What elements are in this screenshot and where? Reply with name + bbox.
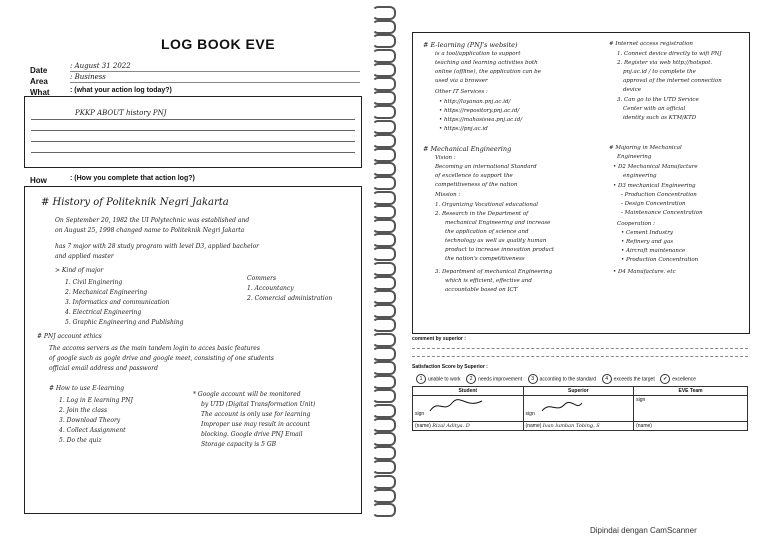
note-line: • D3 mechanical Engineering (613, 183, 696, 189)
col-superior: Superior (523, 387, 634, 396)
spiral-ring (372, 134, 396, 148)
note-line: used via a browser (435, 78, 488, 84)
kind-title: > Kind of major (55, 267, 104, 274)
url-item: • https://repository.pnj.ac.id/ (439, 108, 520, 114)
student-name: Rizal Aditya. D (432, 423, 470, 429)
score-circle-3[interactable]: 3 (528, 374, 538, 384)
major-item: 3. Informatics and communication (65, 299, 170, 306)
spiral-ring (372, 389, 396, 403)
howto-item: 2. Join the class (59, 407, 108, 414)
log-page-left (18, 0, 366, 520)
superior-name-cell (523, 422, 634, 431)
note-line: Mission : (435, 192, 461, 198)
area-value: : Business (70, 73, 360, 83)
history-heading: # History of Politeknik Negri Jakarta (41, 197, 229, 208)
how-label: How (30, 176, 47, 185)
spiral-ring (372, 49, 396, 63)
history-line: has 7 major with 28 study program with level D3, applied bachelor (55, 243, 260, 250)
note-line: Cooperation : (617, 221, 655, 227)
note-line: device (623, 87, 641, 93)
name-label: (name) (525, 423, 542, 429)
note-line: • Cement Industry (621, 230, 673, 236)
sign-label: sign (636, 397, 646, 403)
score-circle-5[interactable]: ✓ (660, 374, 670, 384)
student-sign-cell (413, 396, 524, 422)
note-line: • D4 Manufacture. etc (613, 269, 676, 275)
date-value: : August 31 2022 (70, 62, 360, 72)
history-line: on August 25, 1998 changed name to Politeknik Negri Jakarta (55, 227, 245, 234)
spiral-ring (372, 361, 396, 375)
note-line: • Aircraft maintenance (621, 248, 686, 254)
spiral-ring (372, 6, 396, 20)
note-line: Other IT Services : (435, 89, 488, 95)
note-line: Vision : (435, 155, 456, 161)
note-line: - Design Concentration (621, 201, 686, 207)
note-line: pnj.ac.id / to complete the (623, 69, 696, 75)
note-line: accountable based on ICT (445, 287, 518, 293)
spiral-ring (372, 105, 396, 119)
note-line: Center with an official (623, 106, 686, 112)
score-option: exceeds the target (613, 376, 655, 383)
area-label: Area (30, 77, 48, 86)
note-line: technology as well as quality human (445, 238, 547, 244)
history-line: and applied master (55, 253, 114, 260)
note-line: mechanical Engineering and increase (445, 220, 551, 226)
howto-item: 3. Download Theory (59, 417, 121, 424)
score-circle-1[interactable]: 1 (416, 374, 426, 384)
note-line: # Majoring in Mechanical (609, 145, 682, 151)
score-option: according to the standard (539, 376, 597, 383)
spiral-ring (372, 262, 396, 276)
rule (31, 130, 355, 131)
spiral-ring (372, 176, 396, 190)
google-line: Storage capacity is 5 GB (201, 441, 277, 448)
spiral-ring (372, 290, 396, 304)
major-item: 4. Electrical Engineering (65, 309, 142, 316)
spiral-ring (372, 148, 396, 162)
note-line: the nation's competitiveness (445, 256, 525, 262)
student-signature (426, 397, 486, 415)
log-title: LOG BOOK EVE (160, 36, 276, 52)
google-line: Improper use may result in account (201, 421, 310, 428)
note-line: identity such as KTM/KTD (623, 115, 697, 121)
eve-sign-cell (634, 396, 748, 422)
spiral-ring (372, 418, 396, 432)
spiral-ring (372, 219, 396, 233)
what-label: What (30, 88, 50, 97)
how-prompt: : (How you complete that action log?) (70, 175, 195, 182)
note-line: # Mechanical Engineering (423, 145, 512, 153)
spiral-ring (372, 77, 396, 91)
commers-item: 2. Comercial administration (247, 295, 333, 302)
major-item: 5. Graphic Engineering and Publishing (65, 319, 184, 326)
spiral-ring (372, 503, 396, 517)
how-box (24, 186, 362, 514)
note-line: teaching and learning activities both (435, 60, 538, 66)
ethics-title: # PNJ account ethics (37, 333, 102, 340)
camscanner-footer: Dipindai dengan CamScanner (590, 526, 697, 535)
comment-rule (412, 348, 748, 349)
url-item: • https://mahasiswa.pnj.ac.id/ (439, 117, 523, 123)
log-page-right (400, 0, 752, 520)
student-name-cell (413, 422, 524, 431)
spiral-ring (372, 375, 396, 389)
note-line: - Maintenance Concentration (621, 210, 703, 216)
spiral-ring (372, 432, 396, 446)
sign-label: sign (415, 411, 425, 417)
rule (31, 152, 355, 153)
ethics-line: The accoms servers as the main tandem login to acces basic features (49, 345, 260, 352)
score-options (416, 374, 696, 384)
spiral-ring (372, 318, 396, 332)
date-label: Date (30, 66, 48, 75)
score-option: unable to work (428, 376, 461, 383)
note-line: of excellence to support the (435, 173, 513, 179)
spiral-ring (372, 276, 396, 290)
rule (31, 141, 355, 142)
google-line: * Google account will be monitored (193, 391, 301, 398)
spiral-ring (372, 333, 396, 347)
spiral-ring (372, 460, 396, 474)
major-item: 1. Civil Enginering (65, 279, 123, 286)
comment-label: comment by superior : (412, 336, 466, 342)
google-line: blocking. Google drive PNJ Email (201, 431, 303, 438)
note-line: competitiveness of the nation (435, 182, 518, 188)
history-line: On September 20, 1982 the UI Polytechnic was established and (55, 217, 250, 224)
what-text: PKKP ABOUT history PNJ (75, 109, 167, 117)
sign-label: sign (525, 411, 535, 417)
ethics-line: official email address and password (49, 365, 158, 372)
name-label: (name) (415, 423, 431, 429)
spiral-ring (372, 120, 396, 134)
spiral-ring (372, 446, 396, 460)
spiral-ring (372, 347, 396, 361)
note-line: 3. Can go to the UTD Service (617, 97, 699, 103)
spiral-ring (372, 191, 396, 205)
commers-item: 1. Accountancy (247, 285, 294, 292)
note-line: • D2 Mechanical Manufacture (613, 164, 698, 170)
note-line: is a tool/application to support (435, 51, 521, 57)
score-option: needs improvement (478, 376, 523, 383)
spiral-ring (372, 63, 396, 77)
note-line: # E-learning (PNJ's website) (423, 41, 518, 49)
col-student: Student (413, 387, 524, 396)
notes-box (412, 32, 750, 334)
score-option: excellence (672, 376, 696, 383)
google-line: by UTD (Digital Transformation Unit) (201, 401, 316, 408)
ethics-line: of google such as gogle drive and google meet, consisting of one students (49, 355, 274, 362)
spiral-ring (372, 162, 396, 176)
note-line: 1. Organizing Vocational educational (435, 202, 538, 208)
what-box (24, 96, 362, 168)
superior-signature (536, 397, 586, 415)
spiral-ring (372, 20, 396, 34)
spiral-ring (372, 205, 396, 219)
major-item: 2. Mechanical Engineering (65, 289, 148, 296)
spiral-ring (372, 247, 396, 261)
note-line: # Internet access registration (609, 41, 693, 47)
google-line: The account is only use for learning (201, 411, 311, 418)
note-line: Engineering (617, 154, 652, 160)
note-line: • Production Concentration (621, 257, 699, 263)
rule (31, 119, 355, 120)
spiral-ring (372, 233, 396, 247)
superior-name: Ivan lumban Tobing, S (542, 423, 600, 429)
spiral-ring (372, 475, 396, 489)
note-line: • Refinery and gas (621, 239, 674, 245)
commers-title: Commers (247, 275, 277, 282)
score-label: Satisfaction Score by Superior : (412, 364, 488, 370)
note-line: 1. Connect device directly to wifi PNJ (617, 51, 722, 57)
score-circle-4[interactable]: 4 (602, 374, 612, 384)
spiral-ring (372, 489, 396, 503)
eve-name-cell (634, 422, 748, 431)
spiral-ring (372, 304, 396, 318)
score-circle-2[interactable]: 2 (466, 374, 476, 384)
superior-sign-cell (523, 396, 634, 422)
url-item: • https://pnj.ac.id (439, 126, 488, 132)
what-prompt: : (what your action log today?) (70, 87, 172, 94)
note-line: Becoming an international Standard (435, 164, 537, 170)
note-line: engineering (623, 173, 657, 179)
spiral-ring (372, 91, 396, 105)
note-line: 3. Department of mechanical Engineering (435, 269, 553, 275)
howto-item: 1. Log in E learning PNJ (59, 397, 133, 404)
howto-item: 4. Collect Assignment (59, 427, 126, 434)
name-label: (name) (636, 423, 652, 429)
signature-table (412, 386, 748, 431)
note-line: 2. Register via web http://hotspot. (617, 60, 713, 66)
note-line: which is efficient, effective and (445, 278, 532, 284)
note-line: 2. Research in the Department of (435, 211, 529, 217)
col-eve: EVE Team (634, 387, 748, 396)
url-item: • http://layanan.pnj.ac.id/ (439, 99, 511, 105)
note-line: online (offline), the application can be (435, 69, 541, 75)
howto-title: # How to use E-learning (49, 385, 125, 392)
spiral-ring (372, 404, 396, 418)
note-line: - Production Concentration (621, 192, 697, 198)
spiral-ring (372, 34, 396, 48)
comment-rule (412, 356, 748, 357)
note-line: approval of the internet connection (623, 78, 722, 84)
note-line: the application of science and (445, 229, 529, 235)
howto-item: 5. Do the quiz (59, 437, 102, 444)
spiral-binding (370, 0, 396, 520)
note-line: product to increase innovation product (445, 247, 555, 253)
